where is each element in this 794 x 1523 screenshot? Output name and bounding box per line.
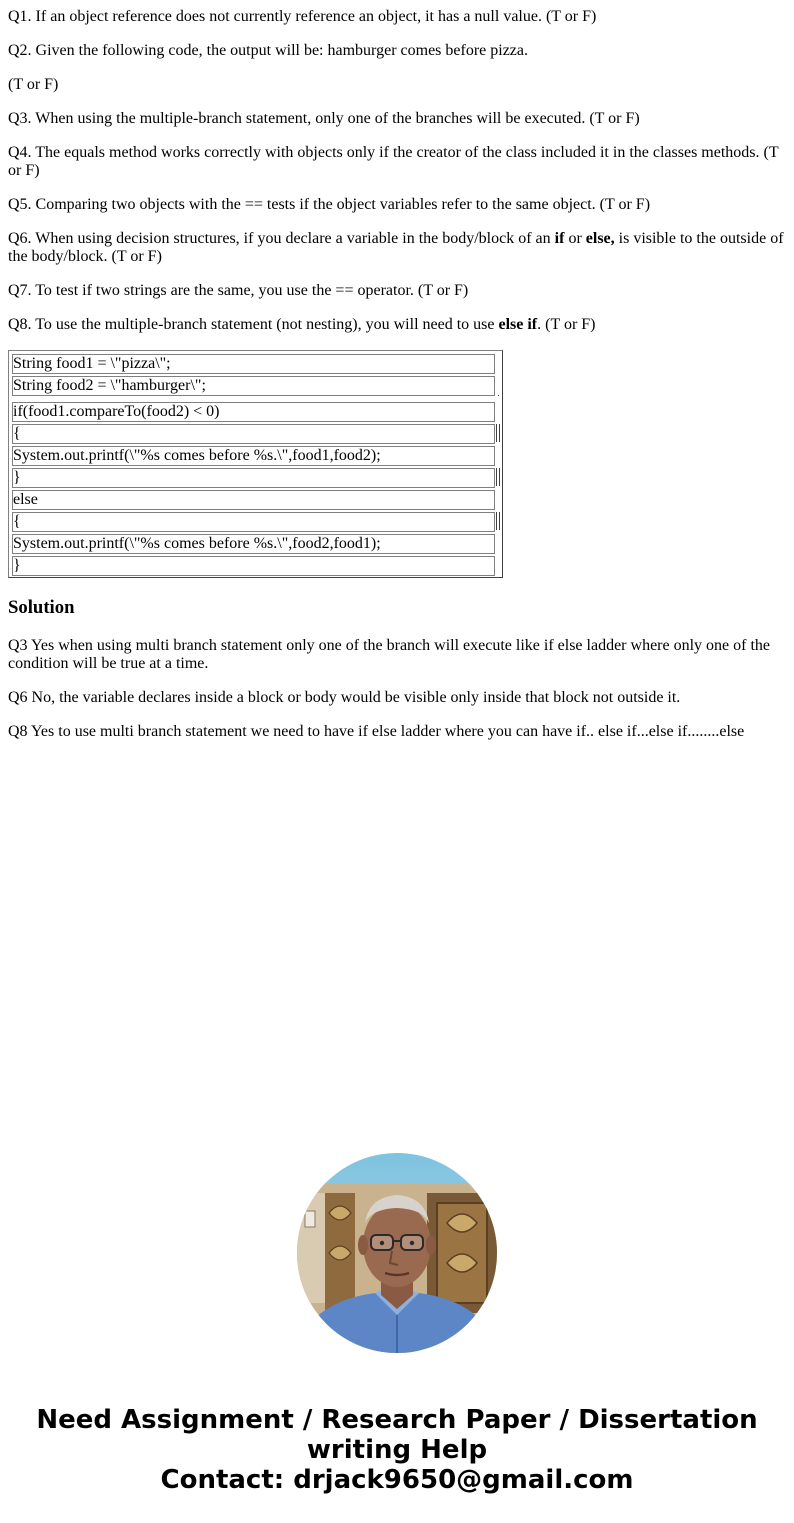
author-portrait-image: [297, 1153, 497, 1353]
code-line: {: [12, 424, 495, 444]
code-line: String food1 = \"pizza\";: [12, 354, 495, 374]
question-q8: Q8. To use the multiple-branch statement (not nesting), you will need to use else if. (T or F): [8, 316, 596, 333]
code-line: if(food1.compareTo(food2) < 0): [12, 402, 495, 422]
author-avatar: [297, 1153, 497, 1353]
table-border-tick: [496, 512, 500, 530]
code-line: else: [12, 490, 495, 510]
code-line: }: [12, 468, 495, 488]
question-q4: Q4. The equals method works correctly with objects only if the creator of the class included it in the classes methods. (T or F): [8, 144, 779, 179]
solution-answer-q8: Q8 Yes to use multi branch statement we need to have if else ladder where you can have if.. else if...else if........else: [8, 723, 745, 740]
code-line: String food2 = \"hamburger\";: [12, 376, 495, 396]
code-line: {: [12, 512, 495, 532]
solution-heading: Solution: [8, 597, 75, 618]
code-table: [8, 350, 503, 578]
question-q2: Q2. Given the following code, the output will be: hamburger comes before pizza.: [8, 42, 528, 59]
solution-answer-q6: Q6 No, the variable declares inside a block or body would be visible only inside that block not outside it.: [8, 689, 681, 706]
question-q1: Q1. If an object reference does not currently reference an object, it has a null value. (T or F): [8, 8, 597, 25]
question-q2-answer-format: (T or F): [8, 76, 59, 93]
table-border-tick: [496, 424, 500, 442]
solution-answer-q3: Q3 Yes when using multi branch statement only one of the branch will execute like if else ladder where only one of the condition will be true at a time.: [8, 637, 771, 672]
contact-footer: [0, 1405, 794, 1495]
question-q7: Q7. To test if two strings are the same, you use the == operator. (T or F): [8, 282, 469, 299]
table-border-tick: [496, 468, 500, 486]
footer-line-2: writing Help: [306, 1435, 488, 1465]
footer-line-1: Need Assignment / Research Paper / Dissertation: [36, 1405, 758, 1435]
table-border-dot: [498, 395, 499, 396]
question-q3: Q3. When using the multiple-branch statement, only one of the branches will be executed. (T or F): [8, 110, 640, 127]
code-line: }: [12, 556, 495, 576]
code-line: System.out.printf(\"%s comes before %s.\",food2,food1);: [12, 534, 495, 554]
code-line: System.out.printf(\"%s comes before %s.\",food1,food2);: [12, 446, 495, 466]
question-q5: Q5. Comparing two objects with the == tests if the object variables refer to the same object. (T or F): [8, 196, 651, 213]
footer-contact-line: Contact: drjack9650@gmail.com: [160, 1465, 634, 1495]
question-q6: Q6. When using decision structures, if you declare a variable in the body/block of an if or else, is visible to the outside of the body/block. (T or F): [8, 230, 784, 265]
